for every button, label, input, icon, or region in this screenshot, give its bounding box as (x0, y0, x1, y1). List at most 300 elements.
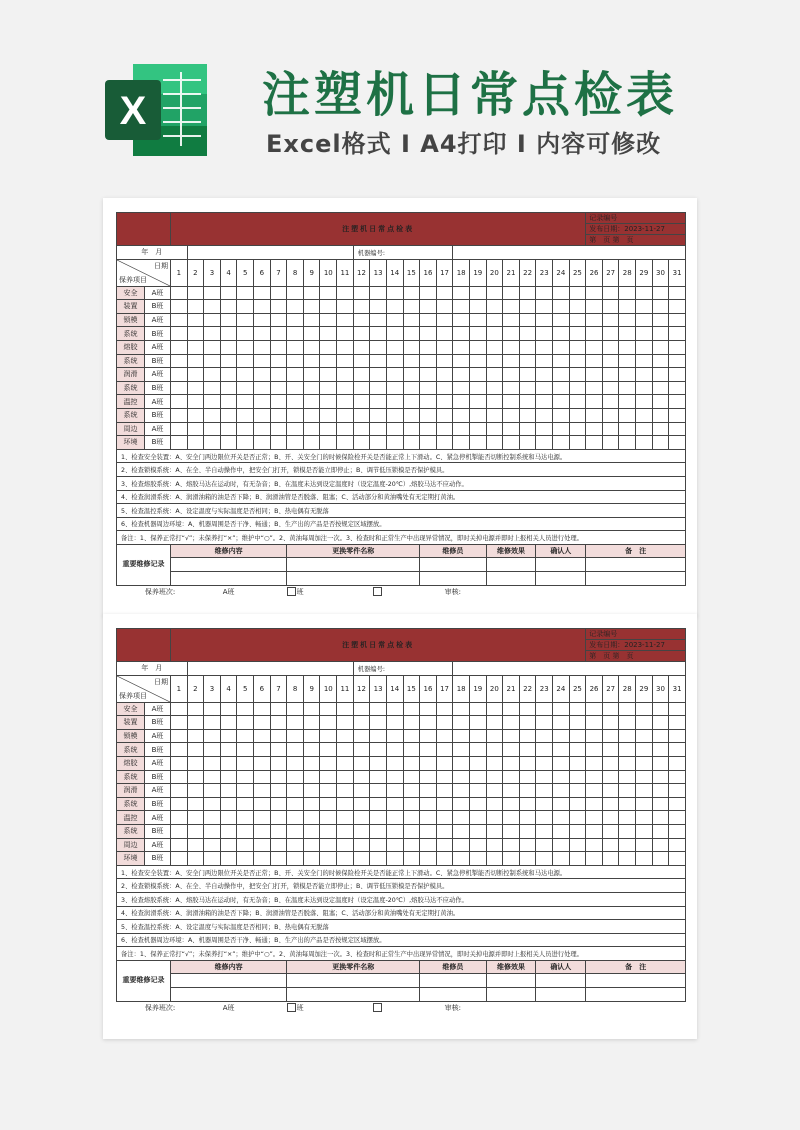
check-cell[interactable] (469, 286, 486, 300)
check-cell[interactable] (652, 422, 669, 436)
check-cell[interactable] (204, 743, 221, 757)
check-cell[interactable] (420, 852, 437, 866)
check-cell[interactable] (586, 797, 603, 811)
check-cell[interactable] (386, 408, 403, 422)
check-cell[interactable] (519, 852, 536, 866)
check-cell[interactable] (204, 797, 221, 811)
check-cell[interactable] (669, 838, 686, 852)
check-cell[interactable] (503, 327, 520, 341)
check-cell[interactable] (320, 422, 337, 436)
check-cell[interactable] (536, 436, 553, 450)
check-cell[interactable] (287, 381, 304, 395)
check-cell[interactable] (270, 811, 287, 825)
check-cell[interactable] (619, 395, 636, 409)
check-cell[interactable] (254, 838, 271, 852)
check-cell[interactable] (553, 368, 570, 382)
check-cell[interactable] (453, 811, 470, 825)
check-cell[interactable] (519, 422, 536, 436)
check-cell[interactable] (486, 797, 503, 811)
repair-cell[interactable] (536, 974, 586, 988)
check-cell[interactable] (337, 811, 354, 825)
check-cell[interactable] (204, 838, 221, 852)
check-cell[interactable] (386, 368, 403, 382)
check-cell[interactable] (669, 300, 686, 314)
check-cell[interactable] (503, 395, 520, 409)
check-cell[interactable] (669, 436, 686, 450)
check-cell[interactable] (669, 354, 686, 368)
check-cell[interactable] (220, 340, 237, 354)
check-cell[interactable] (320, 300, 337, 314)
check-cell[interactable] (636, 797, 653, 811)
check-cell[interactable] (386, 716, 403, 730)
check-cell[interactable] (436, 838, 453, 852)
check-cell[interactable] (453, 729, 470, 743)
check-cell[interactable] (503, 824, 520, 838)
check-cell[interactable] (337, 729, 354, 743)
check-cell[interactable] (320, 408, 337, 422)
check-cell[interactable] (469, 756, 486, 770)
check-cell[interactable] (403, 770, 420, 784)
check-cell[interactable] (386, 743, 403, 757)
check-cell[interactable] (353, 408, 370, 422)
check-cell[interactable] (669, 784, 686, 798)
check-cell[interactable] (602, 354, 619, 368)
check-cell[interactable] (171, 702, 188, 716)
check-cell[interactable] (636, 756, 653, 770)
check-cell[interactable] (652, 784, 669, 798)
check-cell[interactable] (337, 327, 354, 341)
check-cell[interactable] (187, 422, 204, 436)
check-cell[interactable] (270, 381, 287, 395)
check-cell[interactable] (420, 729, 437, 743)
check-cell[interactable] (220, 838, 237, 852)
check-cell[interactable] (303, 770, 320, 784)
check-cell[interactable] (204, 395, 221, 409)
check-cell[interactable] (320, 327, 337, 341)
check-cell[interactable] (204, 756, 221, 770)
check-cell[interactable] (519, 300, 536, 314)
check-cell[interactable] (220, 770, 237, 784)
check-cell[interactable] (436, 395, 453, 409)
check-cell[interactable] (652, 408, 669, 422)
check-cell[interactable] (187, 286, 204, 300)
repair-cell[interactable] (171, 974, 287, 988)
check-cell[interactable] (237, 838, 254, 852)
check-cell[interactable] (669, 395, 686, 409)
check-cell[interactable] (403, 381, 420, 395)
check-cell[interactable] (187, 797, 204, 811)
check-cell[interactable] (171, 756, 188, 770)
check-cell[interactable] (386, 300, 403, 314)
check-cell[interactable] (503, 852, 520, 866)
check-cell[interactable] (436, 702, 453, 716)
check-cell[interactable] (553, 770, 570, 784)
check-cell[interactable] (220, 743, 237, 757)
check-cell[interactable] (187, 313, 204, 327)
check-cell[interactable] (569, 368, 586, 382)
check-cell[interactable] (569, 756, 586, 770)
check-cell[interactable] (619, 729, 636, 743)
check-cell[interactable] (337, 824, 354, 838)
check-cell[interactable] (270, 797, 287, 811)
check-cell[interactable] (237, 852, 254, 866)
check-cell[interactable] (254, 784, 271, 798)
repair-cell[interactable] (586, 974, 686, 988)
check-cell[interactable] (453, 784, 470, 798)
check-cell[interactable] (370, 838, 387, 852)
check-cell[interactable] (553, 811, 570, 825)
check-cell[interactable] (669, 852, 686, 866)
check-cell[interactable] (420, 784, 437, 798)
check-cell[interactable] (636, 824, 653, 838)
check-cell[interactable] (171, 716, 188, 730)
check-cell[interactable] (503, 300, 520, 314)
check-cell[interactable] (652, 300, 669, 314)
check-cell[interactable] (503, 784, 520, 798)
check-cell[interactable] (204, 300, 221, 314)
check-cell[interactable] (237, 313, 254, 327)
check-cell[interactable] (287, 838, 304, 852)
check-cell[interactable] (519, 797, 536, 811)
check-cell[interactable] (486, 743, 503, 757)
check-cell[interactable] (204, 784, 221, 798)
repair-cell[interactable] (287, 988, 420, 1002)
check-cell[interactable] (220, 729, 237, 743)
check-cell[interactable] (237, 770, 254, 784)
check-cell[interactable] (436, 422, 453, 436)
check-cell[interactable] (287, 702, 304, 716)
repair-cell[interactable] (171, 572, 287, 586)
check-cell[interactable] (403, 756, 420, 770)
check-cell[interactable] (669, 408, 686, 422)
check-cell[interactable] (204, 408, 221, 422)
check-cell[interactable] (204, 729, 221, 743)
check-cell[interactable] (652, 797, 669, 811)
check-cell[interactable] (303, 286, 320, 300)
check-cell[interactable] (254, 395, 271, 409)
check-cell[interactable] (254, 797, 271, 811)
check-cell[interactable] (469, 381, 486, 395)
check-cell[interactable] (586, 286, 603, 300)
check-cell[interactable] (386, 756, 403, 770)
check-cell[interactable] (287, 313, 304, 327)
check-cell[interactable] (669, 797, 686, 811)
check-cell[interactable] (303, 381, 320, 395)
check-cell[interactable] (337, 702, 354, 716)
check-cell[interactable] (553, 852, 570, 866)
check-cell[interactable] (303, 729, 320, 743)
check-cell[interactable] (420, 838, 437, 852)
check-cell[interactable] (220, 327, 237, 341)
checkbox-icon[interactable] (373, 587, 382, 596)
check-cell[interactable] (569, 286, 586, 300)
check-cell[interactable] (586, 354, 603, 368)
check-cell[interactable] (469, 824, 486, 838)
check-cell[interactable] (187, 354, 204, 368)
check-cell[interactable] (602, 729, 619, 743)
check-cell[interactable] (619, 702, 636, 716)
check-cell[interactable] (254, 743, 271, 757)
check-cell[interactable] (420, 422, 437, 436)
check-cell[interactable] (403, 702, 420, 716)
check-cell[interactable] (254, 300, 271, 314)
check-cell[interactable] (187, 811, 204, 825)
check-cell[interactable] (503, 811, 520, 825)
check-cell[interactable] (486, 838, 503, 852)
check-cell[interactable] (403, 716, 420, 730)
repair-cell[interactable] (536, 988, 586, 1002)
check-cell[interactable] (536, 286, 553, 300)
check-cell[interactable] (303, 784, 320, 798)
check-cell[interactable] (553, 716, 570, 730)
check-cell[interactable] (519, 702, 536, 716)
check-cell[interactable] (453, 716, 470, 730)
check-cell[interactable] (619, 852, 636, 866)
check-cell[interactable] (353, 340, 370, 354)
check-cell[interactable] (220, 436, 237, 450)
check-cell[interactable] (453, 756, 470, 770)
check-cell[interactable] (403, 838, 420, 852)
check-cell[interactable] (270, 422, 287, 436)
check-cell[interactable] (586, 422, 603, 436)
check-cell[interactable] (602, 811, 619, 825)
check-cell[interactable] (519, 811, 536, 825)
check-cell[interactable] (187, 756, 204, 770)
repair-cell[interactable] (420, 558, 486, 572)
check-cell[interactable] (486, 784, 503, 798)
check-cell[interactable] (553, 395, 570, 409)
repair-cell[interactable] (536, 572, 586, 586)
check-cell[interactable] (237, 436, 254, 450)
check-cell[interactable] (171, 811, 188, 825)
check-cell[interactable] (569, 729, 586, 743)
check-cell[interactable] (486, 729, 503, 743)
check-cell[interactable] (337, 300, 354, 314)
check-cell[interactable] (669, 340, 686, 354)
check-cell[interactable] (237, 327, 254, 341)
check-cell[interactable] (619, 327, 636, 341)
checkbox-icon[interactable] (373, 1003, 382, 1012)
check-cell[interactable] (619, 313, 636, 327)
check-cell[interactable] (303, 313, 320, 327)
check-cell[interactable] (254, 368, 271, 382)
check-cell[interactable] (669, 756, 686, 770)
check-cell[interactable] (569, 395, 586, 409)
check-cell[interactable] (569, 824, 586, 838)
check-cell[interactable] (420, 340, 437, 354)
check-cell[interactable] (486, 422, 503, 436)
check-cell[interactable] (636, 770, 653, 784)
check-cell[interactable] (353, 381, 370, 395)
check-cell[interactable] (254, 313, 271, 327)
check-cell[interactable] (503, 408, 520, 422)
check-cell[interactable] (320, 824, 337, 838)
check-cell[interactable] (386, 436, 403, 450)
check-cell[interactable] (486, 368, 503, 382)
check-cell[interactable] (619, 340, 636, 354)
check-cell[interactable] (320, 313, 337, 327)
check-cell[interactable] (652, 770, 669, 784)
check-cell[interactable] (469, 436, 486, 450)
check-cell[interactable] (386, 286, 403, 300)
check-cell[interactable] (337, 313, 354, 327)
check-cell[interactable] (370, 286, 387, 300)
check-cell[interactable] (370, 408, 387, 422)
check-cell[interactable] (303, 756, 320, 770)
check-cell[interactable] (403, 395, 420, 409)
check-cell[interactable] (303, 300, 320, 314)
check-cell[interactable] (370, 797, 387, 811)
check-cell[interactable] (586, 811, 603, 825)
check-cell[interactable] (386, 729, 403, 743)
check-cell[interactable] (436, 852, 453, 866)
check-cell[interactable] (436, 743, 453, 757)
check-cell[interactable] (353, 729, 370, 743)
check-cell[interactable] (187, 824, 204, 838)
check-cell[interactable] (553, 422, 570, 436)
check-cell[interactable] (171, 286, 188, 300)
check-cell[interactable] (204, 368, 221, 382)
check-cell[interactable] (254, 716, 271, 730)
check-cell[interactable] (287, 327, 304, 341)
check-cell[interactable] (619, 824, 636, 838)
check-cell[interactable] (636, 716, 653, 730)
check-cell[interactable] (337, 395, 354, 409)
check-cell[interactable] (469, 716, 486, 730)
check-cell[interactable] (254, 340, 271, 354)
check-cell[interactable] (270, 340, 287, 354)
repair-cell[interactable] (486, 572, 536, 586)
check-cell[interactable] (320, 702, 337, 716)
check-cell[interactable] (619, 368, 636, 382)
check-cell[interactable] (370, 436, 387, 450)
check-cell[interactable] (536, 824, 553, 838)
check-cell[interactable] (337, 852, 354, 866)
check-cell[interactable] (569, 838, 586, 852)
check-cell[interactable] (436, 797, 453, 811)
check-cell[interactable] (569, 811, 586, 825)
check-cell[interactable] (602, 702, 619, 716)
check-cell[interactable] (370, 313, 387, 327)
check-cell[interactable] (652, 354, 669, 368)
check-cell[interactable] (353, 770, 370, 784)
check-cell[interactable] (254, 770, 271, 784)
check-cell[interactable] (469, 422, 486, 436)
check-cell[interactable] (254, 327, 271, 341)
check-cell[interactable] (353, 354, 370, 368)
check-cell[interactable] (270, 354, 287, 368)
check-cell[interactable] (569, 422, 586, 436)
check-cell[interactable] (436, 286, 453, 300)
check-cell[interactable] (386, 702, 403, 716)
check-cell[interactable] (403, 313, 420, 327)
check-cell[interactable] (503, 381, 520, 395)
check-cell[interactable] (254, 811, 271, 825)
check-cell[interactable] (353, 395, 370, 409)
check-cell[interactable] (220, 422, 237, 436)
check-cell[interactable] (586, 313, 603, 327)
check-cell[interactable] (536, 784, 553, 798)
check-cell[interactable] (337, 770, 354, 784)
check-cell[interactable] (486, 811, 503, 825)
check-cell[interactable] (320, 436, 337, 450)
checkbox-icon[interactable] (287, 587, 296, 596)
check-cell[interactable] (403, 743, 420, 757)
check-cell[interactable] (187, 702, 204, 716)
check-cell[interactable] (337, 784, 354, 798)
check-cell[interactable] (652, 729, 669, 743)
check-cell[interactable] (353, 852, 370, 866)
check-cell[interactable] (669, 422, 686, 436)
check-cell[interactable] (337, 422, 354, 436)
check-cell[interactable] (353, 313, 370, 327)
check-cell[interactable] (171, 381, 188, 395)
check-cell[interactable] (636, 729, 653, 743)
check-cell[interactable] (303, 436, 320, 450)
check-cell[interactable] (337, 340, 354, 354)
check-cell[interactable] (187, 408, 204, 422)
check-cell[interactable] (320, 716, 337, 730)
check-cell[interactable] (669, 381, 686, 395)
check-cell[interactable] (171, 729, 188, 743)
check-cell[interactable] (619, 422, 636, 436)
check-cell[interactable] (287, 286, 304, 300)
check-cell[interactable] (187, 743, 204, 757)
check-cell[interactable] (652, 852, 669, 866)
check-cell[interactable] (220, 824, 237, 838)
check-cell[interactable] (320, 756, 337, 770)
check-cell[interactable] (602, 368, 619, 382)
check-cell[interactable] (220, 354, 237, 368)
check-cell[interactable] (320, 729, 337, 743)
check-cell[interactable] (669, 368, 686, 382)
check-cell[interactable] (636, 354, 653, 368)
check-cell[interactable] (353, 300, 370, 314)
check-cell[interactable] (436, 811, 453, 825)
check-cell[interactable] (569, 313, 586, 327)
check-cell[interactable] (353, 716, 370, 730)
repair-cell[interactable] (586, 558, 686, 572)
check-cell[interactable] (353, 824, 370, 838)
check-cell[interactable] (519, 327, 536, 341)
check-cell[interactable] (403, 784, 420, 798)
check-cell[interactable] (569, 354, 586, 368)
check-cell[interactable] (337, 716, 354, 730)
check-cell[interactable] (420, 368, 437, 382)
check-cell[interactable] (486, 395, 503, 409)
check-cell[interactable] (553, 702, 570, 716)
check-cell[interactable] (303, 743, 320, 757)
check-cell[interactable] (237, 784, 254, 798)
check-cell[interactable] (619, 436, 636, 450)
check-cell[interactable] (469, 797, 486, 811)
check-cell[interactable] (602, 286, 619, 300)
check-cell[interactable] (602, 716, 619, 730)
check-cell[interactable] (270, 756, 287, 770)
check-cell[interactable] (453, 436, 470, 450)
repair-cell[interactable] (536, 558, 586, 572)
check-cell[interactable] (453, 702, 470, 716)
check-cell[interactable] (553, 408, 570, 422)
check-cell[interactable] (370, 327, 387, 341)
check-cell[interactable] (237, 797, 254, 811)
check-cell[interactable] (486, 327, 503, 341)
check-cell[interactable] (220, 286, 237, 300)
check-cell[interactable] (337, 381, 354, 395)
check-cell[interactable] (303, 716, 320, 730)
check-cell[interactable] (436, 327, 453, 341)
repair-cell[interactable] (586, 572, 686, 586)
